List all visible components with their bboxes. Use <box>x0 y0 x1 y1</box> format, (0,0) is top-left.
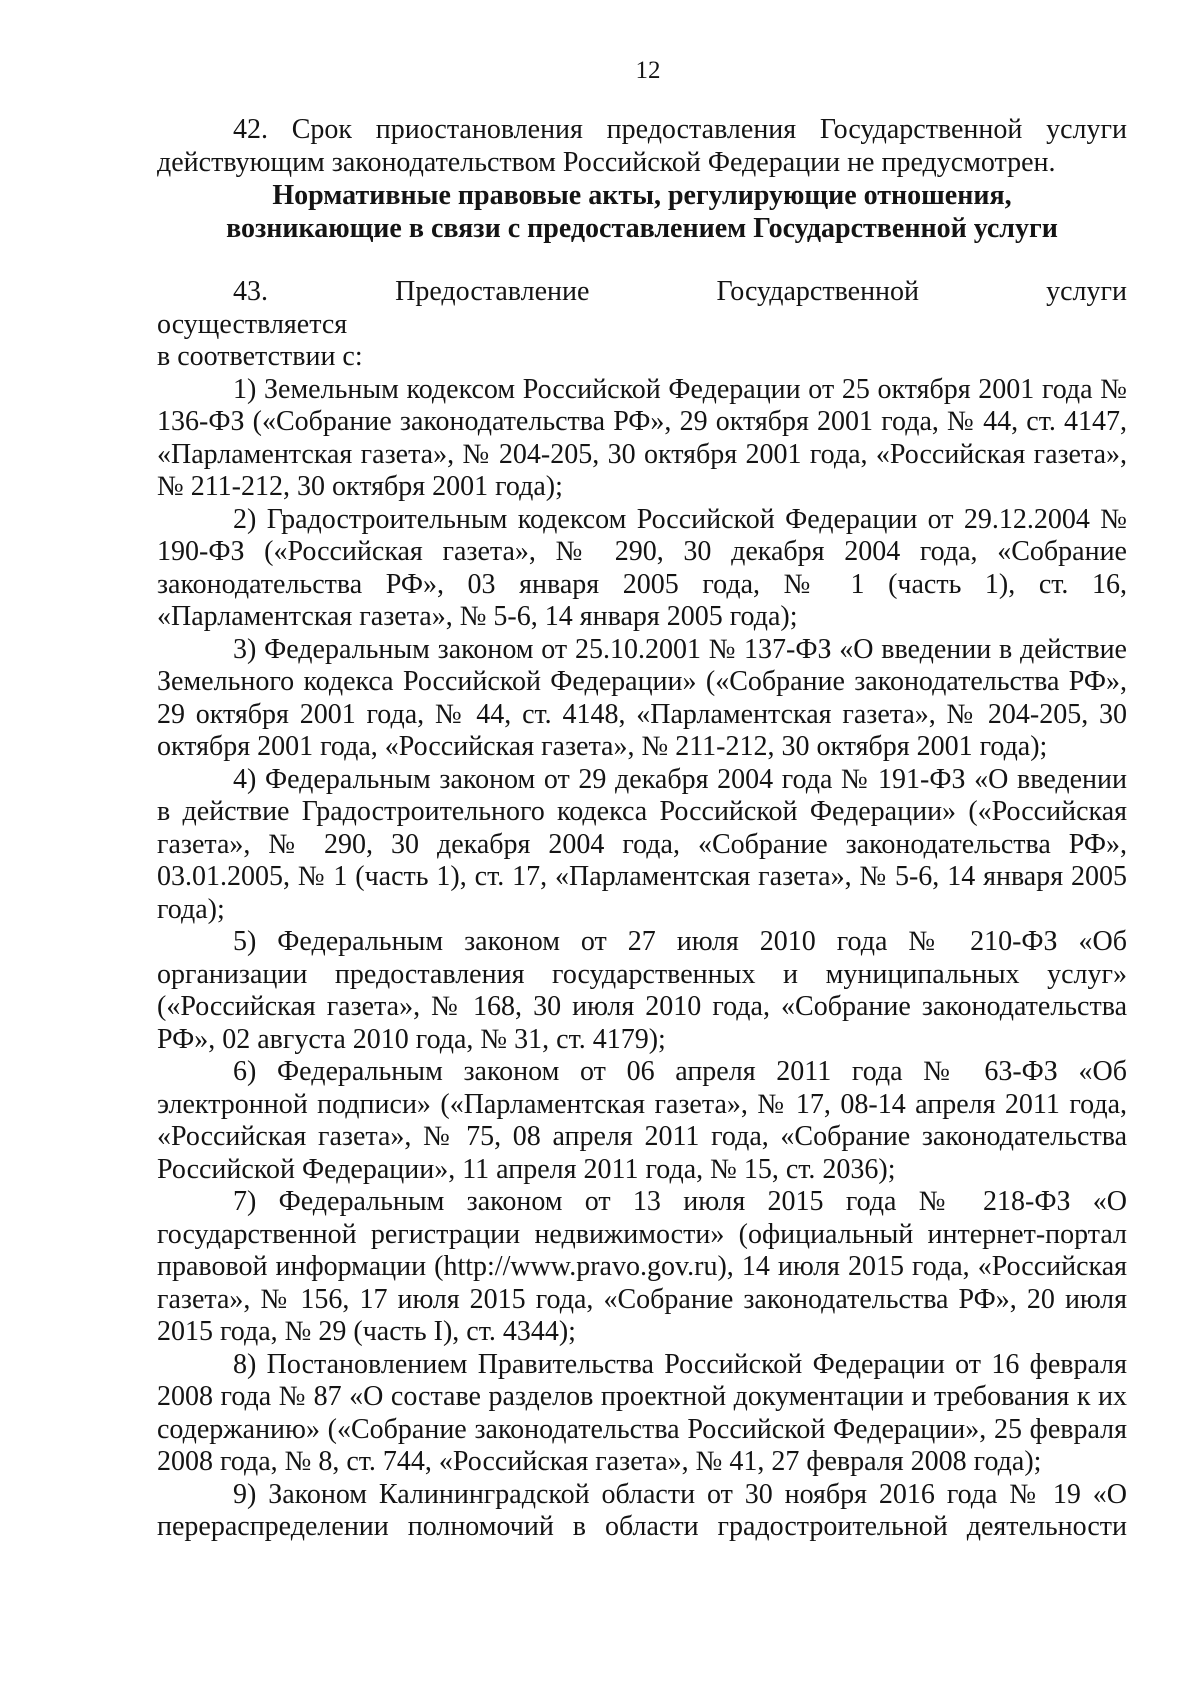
section-heading <box>157 179 1127 245</box>
section-heading-line-1: Нормативные правовые акты, регулирующие отношения, <box>272 180 1012 211</box>
list-item-4: 4) Федеральным законом от 29 декабря 2004 года № 191-ФЗ «О введении в действие Градостроительного кодекса Российской Федерации» («Российская газета», № 290, 30 декабря 2004 года, «Собрание законодательства РФ», 03.01.2005, № 1 (часть 1), ст. 17, «Парламентская газета», № 5-6, 14 января 2005 года); <box>157 763 1127 925</box>
paragraph-43-line-2: в соответствии с: <box>157 341 363 372</box>
page-number: 12 <box>635 57 661 84</box>
paragraph-42: 42. Срок приостановления предоставления Государственной услуги действующим законодательством Российской Федерации не предусмотрен. <box>157 114 1127 178</box>
list-item-1: 1) Земельным кодексом Российской Федерации от 25 октября 2001 года № 136-ФЗ («Собрание законодательства РФ», 29 октября 2001 года, № 44, ст. 4147, «Парламентская газета», № 204-205, 30 октября 2001 года, «Российская газета», № 211-212, 30 октября 2001 года); <box>157 373 1127 502</box>
list-item-2: 2) Градостроительным кодексом Российской Федерации от 29.12.2004 № 190-ФЗ («Российская газета», № 290, 30 декабря 2004 года, «Собрание законодательства РФ», 03 января 2005 года, № 1 (часть 1), ст. 16, «Парламентская газета», № 5-6, 14 января 2005 года); <box>157 503 1127 632</box>
list-item-7: 7) Федеральным законом от 13 июля 2015 года № 218-ФЗ «О государственной регистрации недвижимости» (официальный интернет-портал правовой информации (http://www.pravo.gov.ru), 14 июля 2015 года, «Российская газета», № 156, 17 июля 2015 года, «Собрание законодательства РФ», 20 июля 2015 года, № 29 (часть I), ст. 4344); <box>157 1186 1127 1347</box>
list-item-5: 5) Федеральным законом от 27 июля 2010 года № 210-ФЗ «Об организации предоставления государственных и муниципальных услуг» («Российская газета», № 168, 30 июля 2010 года, «Собрание законодательства РФ», 02 августа 2010 года, № 31, ст. 4179); <box>157 926 1127 1055</box>
section-heading-line-2: возникающие в связи с предоставлением Государственной услуги <box>226 213 1058 244</box>
document-body <box>157 114 1127 1544</box>
list-item-9: 9) Законом Калининградской области от 30 ноября 2016 года № 19 «О перераспределении полномочий в области градостроительной деятельности <box>157 1478 1127 1542</box>
list-item-6: 6) Федеральным законом от 06 апреля 2011 года № 63-ФЗ «Об электронной подписи» («Парламентская газета», № 17, 08-14 апреля 2011 года, «Российская газета», № 75, 08 апреля 2011 года, «Собрание законодательства Российской Федерации», 11 апреля 2011 года, № 15, ст. 2036); <box>157 1056 1127 1185</box>
list-item-3: 3) Федеральным законом от 25.10.2001 № 137-ФЗ «О введении в действие Земельного кодекса Российской Федерации» («Собрание законодательства РФ», 29 октября 2001 года, № 44, ст. 4148, «Парламентская газета», № 204-205, 30 октября 2001 года, «Российская газета», № 211-212, 30 октября 2001 года); <box>157 633 1127 762</box>
list-item-8: 8) Постановлением Правительства Российской Федерации от 16 февраля 2008 года № 87 «О составе разделов проектной документации и требования к их содержанию» («Собрание законодательства Российской Федерации», 25 февраля 2008 года, № 8, ст. 744, «Российская газета», № 41, 27 февраля 2008 года); <box>157 1348 1127 1477</box>
paragraph-43-line-1: 43. Предоставление Государственной услуги осуществляется <box>157 276 1127 340</box>
